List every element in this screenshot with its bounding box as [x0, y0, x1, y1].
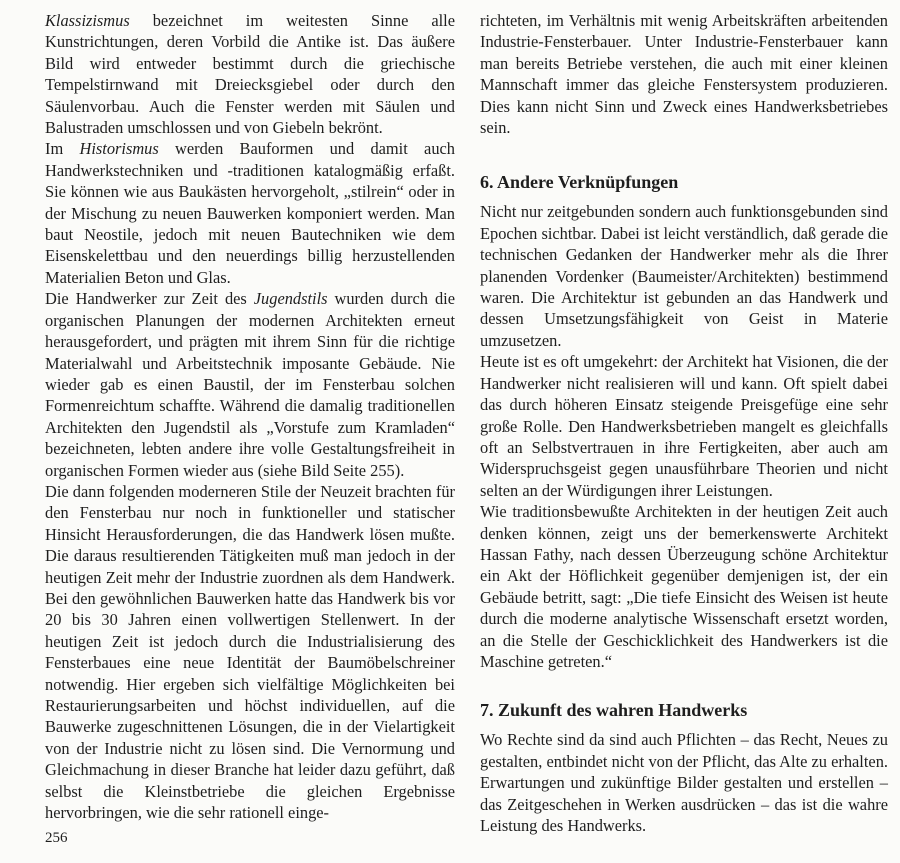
paragraph-text-before: Die Handwerker zur Zeit des	[45, 289, 254, 309]
paragraph-klassizismus	[45, 10, 455, 138]
paragraph-text: werden Bauformen und damit auch Handwerkstechniken und -traditionen katalogmäßig erfaßt. Sie können wie aus Baukästen hervorgeholt, „stilrein“ oder in der Mischung zu neuen Bauwerken komponiert werden. Man baut Neostile, jedoch mit neuen Bautechniken wie dem Eisenskelettbau und den neuerdings billig herzustellenden Materialien Beton und Glas.	[45, 139, 455, 287]
paragraph-text: bezeichnet im weitesten Sinne alle Kunstrichtungen, deren Vorbild die Antike ist. Das äußere Bild wird entweder bestimmt durch die griechische Tempelstirnwand mit Dreiecksgiebel oder durch den Säulenvorbau. Auch die Fenster werden mit Säulen und Balustraden umschlossen und von Giebeln bekrönt.	[45, 11, 455, 138]
page-number: 256	[45, 830, 68, 846]
term-klassizismus: Klassizismus	[45, 11, 130, 30]
paragraph-jugendstil	[45, 288, 455, 481]
section6-paragraph-3: Wie traditionsbewußte Architekten in der heutigen Zeit auch denken können, zeigt uns der bemerkenswerte Architekt Hassan Fathy, nach dessen Überzeugung schöne Architektur ein Akt der Höflichkeit gegenüber demjenigen ist, der ein Gebäude betritt, sagt: „Die tiefe Einsicht des Weisen ist heute durch die moderne analytische Wissenschaft ersetzt worden, an die Stelle der Geschicklichkeit des Handwerkers ist die Maschine getreten.“	[480, 502, 888, 671]
section-heading-7: 7. Zukunft des wahren Handwerks	[480, 700, 748, 721]
paragraph-neuzeit: Die dann folgenden moderneren Stile der Neuzeit brachten für den Fensterbau nur noch in funktioneller und statischer Hinsicht Herausforderungen, die das Handwerk lösen mußte. Die daraus resultierenden Tätigkeiten muß man jedoch in der heutigen Zeit mehr der Industrie zuordnen als dem Handwerk. Bei den gewöhnlichen Bauwerken hatte das Handwerk bis vor 20 bis 30 Jahren einen vollwertigen Stellenwert. In der heutigen Zeit ist jedoch durch die Industrialisierung des Fensterbaues eine neue Identität der Baumöbelschreiner notwendig. Hier ergeben sich vielfältige Möglichkeiten bei Restaurierungsarbeiten und höchst individuellen, auf die Bauwerke zugeschnittenen Lösungen, die in der Vielartigkeit von der Industrie nicht zu lösen sind. Die Vernormung und Gleichmachung in dieser Branche hat leider dazu geführt, daß selbst die Kleinstbetriebe die gleichen Ergebnisse hervorbringen, wie die sehr rationell einge-	[45, 481, 455, 823]
section-heading-6: 6. Andere Verknüpfungen	[480, 172, 679, 193]
paragraph-historismus	[45, 138, 455, 288]
paragraph-text: wurden durch die organischen Planungen der modernen Architekten erneut herausgefordert, und prägten mit ihrem Sinn für die richtige Materialwahl und Arbeitstechnik imposante Gebäude. Nie wieder gab es einen Baustil, der im Fensterbau solchen Formenreichtum schaffte. Während die damalig traditionellen Architekten den Jugendstil als „Vorstufe zum Kramladen“ bezeichneten, lebten andere ihre volle Gestaltungsfreiheit in organischen Formen wieder aus (siehe Bild Seite 255).	[45, 289, 455, 480]
term-jugendstil: Jugendstils	[253, 289, 328, 309]
left-column	[45, 10, 455, 823]
paragraph-text-before: Im	[45, 139, 80, 159]
term-historismus: Historismus	[79, 139, 159, 159]
section6-paragraph-2: Heute ist es oft umgekehrt: der Architekt hat Visionen, die der Handwerker nicht realisieren will und kann. Oft spielt dabei das durch höheren Einsatz steigende Preisgefüge eine sehr große Rolle. Den Handwerksbetrieben mangelt es gleichfalls oft an Selbstvertrauen in ihre Fertigkeiten, aber auch am Widerspruchsgeist gegen unausführbare Theorien und nicht selten an der Würdigungen ihrer Leistungen.	[480, 352, 888, 500]
right-column	[480, 10, 888, 836]
section7-paragraph-1: Wo Rechte sind da sind auch Pflichten – das Recht, Neues zu gestalten, entbindet nicht von der Pflicht, das Alte zu erhalten. Erwartungen und zukünftige Bilder gestalten und erstellen – das Zeitgeschehen in Werken ausdrücken – das ist die wahre Leistung des Handwerks.	[480, 730, 888, 835]
section6-paragraph-1: Nicht nur zeitgebunden sondern auch funktionsgebunden sind Epochen sichtbar. Dabei ist leicht verständlich, daß gerade die technischen Gedanken der Handwerker mehr als die Ihrer planenden Vordenker (Baumeister/Architekten) bestimmend waren. Die Architektur ist gebunden an das Handwerk und dessen Umsetzungsfähigkeit von Geist in Materie umzusetzen.	[480, 202, 888, 350]
paragraph-continuation: richteten, im Verhältnis mit wenig Arbeitskräften arbeitenden Industrie-Fensterbauer. Unter Industrie-Fensterbauer kann man bereits Betriebe verstehen, die auch mit einer kleinen Mannschaft immer das gleiche Fenstersystem produzieren. Dies kann nicht Sinn und Zweck eines Handwerksbetriebes sein.	[480, 11, 888, 138]
